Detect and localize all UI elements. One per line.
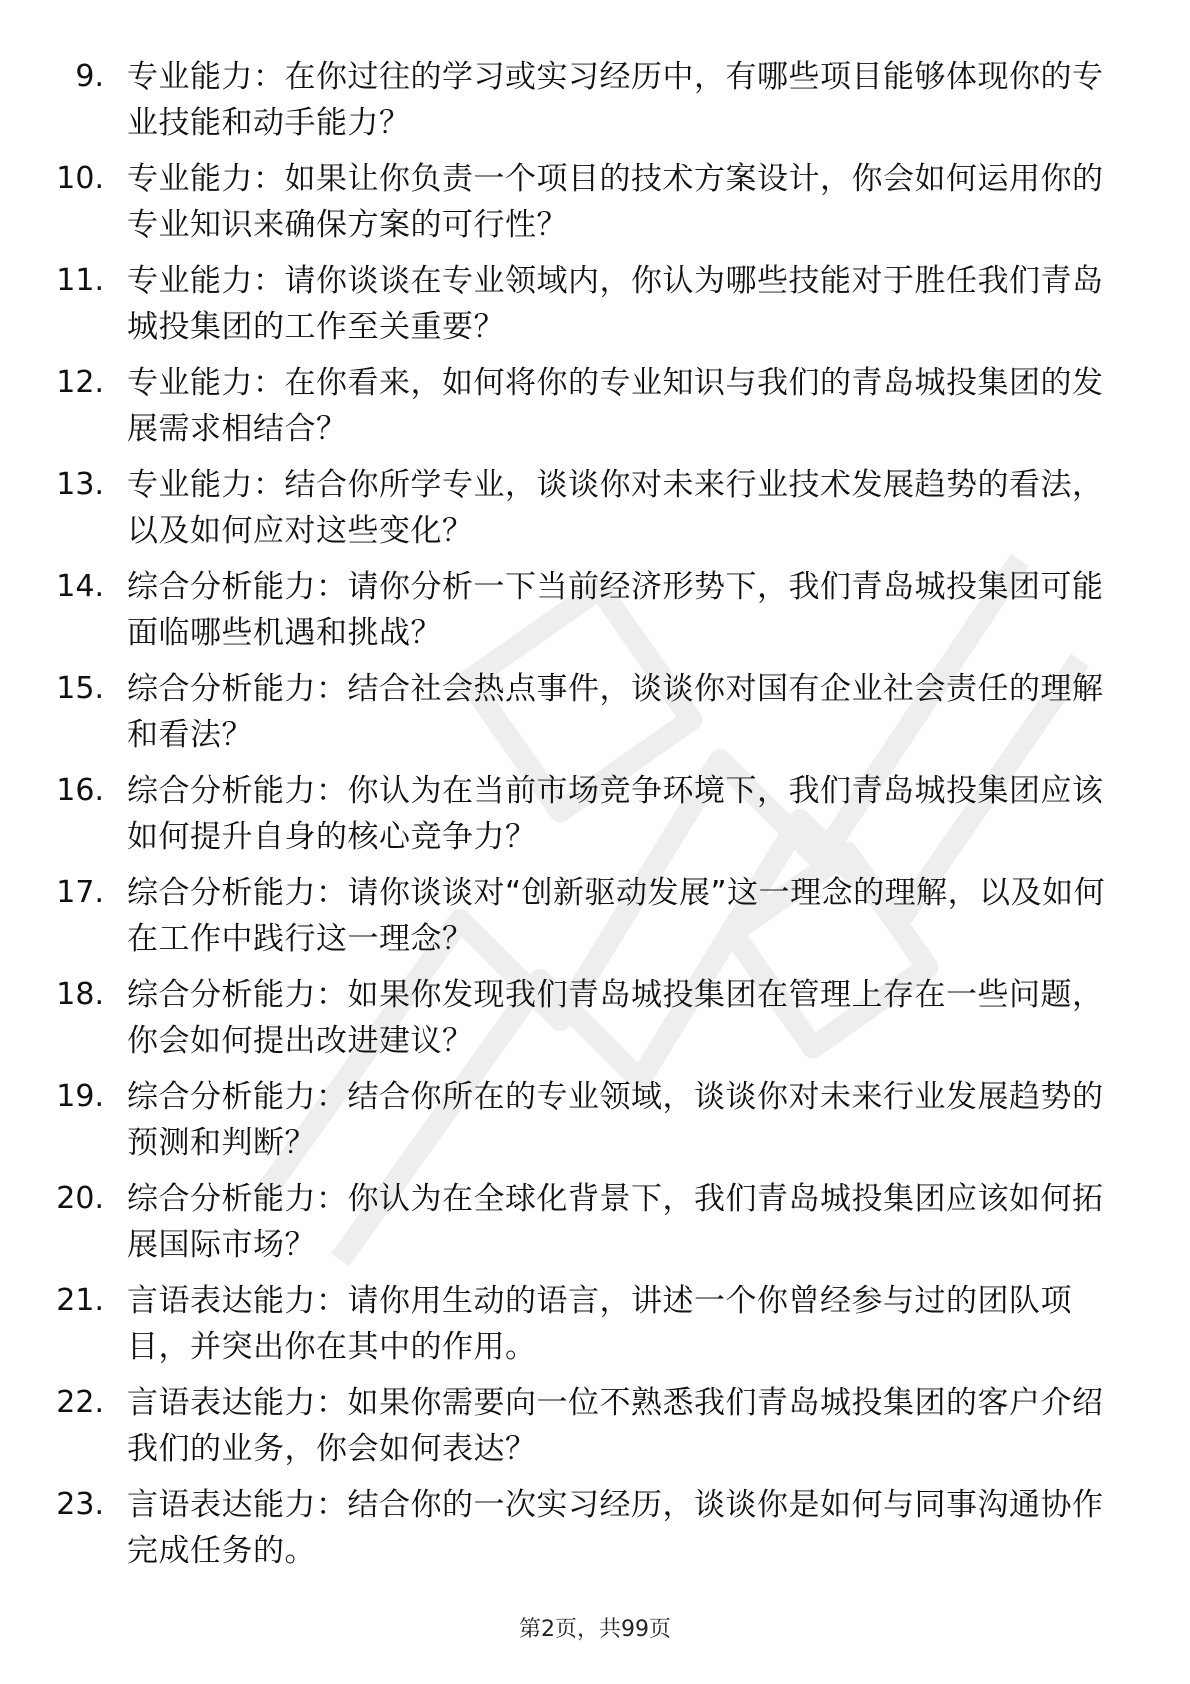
question-item xyxy=(0,1376,1190,1478)
question-item xyxy=(0,662,1190,764)
question-text: 综合分析能力：结合你所在的专业领域，谈谈你对未来行业发展趋势的预测和判断？ xyxy=(127,1079,1104,1161)
question-number: 20. xyxy=(56,1181,104,1216)
question-number: 21. xyxy=(56,1283,104,1318)
question-text: 专业能力：请你谈谈在专业领域内，你认为哪些技能对于胜任我们青岛城投集团的工作至关重要？ xyxy=(127,263,1104,345)
question-text: 言语表达能力：如果你需要向一位不熟悉我们青岛城投集团的客户介绍我们的业务，你会如何表达？ xyxy=(127,1385,1104,1467)
question-list xyxy=(0,50,1190,1580)
question-number: 22. xyxy=(56,1385,104,1420)
question-text: 综合分析能力：如果你发现我们青岛城投集团在管理上存在一些问题，你会如何提出改进建议？ xyxy=(127,977,1104,1059)
question-text: 综合分析能力：请你分析一下当前经济形势下，我们青岛城投集团可能面临哪些机遇和挑战？ xyxy=(127,569,1104,651)
question-text: 专业能力：在你过往的学习或实习经历中，有哪些项目能够体现你的专业技能和动手能力？ xyxy=(127,59,1104,141)
question-number: 23. xyxy=(56,1487,104,1522)
question-item xyxy=(0,356,1190,458)
question-number: 18. xyxy=(56,977,104,1012)
question-item xyxy=(0,1070,1190,1172)
question-text: 专业能力：结合你所学专业，谈谈你对未来行业技术发展趋势的看法，以及如何应对这些变化？ xyxy=(127,467,1104,549)
question-item xyxy=(0,866,1190,968)
question-item xyxy=(0,1274,1190,1376)
question-number: 12. xyxy=(56,365,104,400)
question-text: 综合分析能力：请你谈谈对“创新驱动发展”这一理念的理解，以及如何在工作中践行这一理念？ xyxy=(127,875,1106,957)
question-text: 综合分析能力：你认为在当前市场竞争环境下，我们青岛城投集团应该如何提升自身的核心竞争力？ xyxy=(127,773,1104,855)
page-footer: 第2页，共99页 xyxy=(519,1617,671,1642)
question-item xyxy=(0,254,1190,356)
question-number: 9. xyxy=(75,59,104,94)
question-item xyxy=(0,152,1190,254)
question-number: 13. xyxy=(56,467,104,502)
question-item xyxy=(0,1478,1190,1580)
question-text: 综合分析能力：你认为在全球化背景下，我们青岛城投集团应该如何拓展国际市场？ xyxy=(127,1181,1104,1263)
question-item xyxy=(0,50,1190,152)
question-item xyxy=(0,968,1190,1070)
question-number: 15. xyxy=(56,671,104,706)
question-text: 综合分析能力：结合社会热点事件，谈谈你对国有企业社会责任的理解和看法？ xyxy=(127,671,1104,753)
question-number: 17. xyxy=(56,875,104,910)
question-number: 10. xyxy=(56,161,104,196)
question-number: 11. xyxy=(56,263,104,298)
question-text: 言语表达能力：请你用生动的语言，讲述一个你曾经参与过的团队项目，并突出你在其中的作用。 xyxy=(127,1283,1072,1365)
question-number: 14. xyxy=(56,569,104,604)
question-item xyxy=(0,560,1190,662)
question-text: 专业能力：如果让你负责一个项目的技术方案设计，你会如何运用你的专业知识来确保方案的可行性？ xyxy=(127,161,1104,243)
question-number: 19. xyxy=(56,1079,104,1114)
question-item xyxy=(0,458,1190,560)
question-text: 言语表达能力：结合你的一次实习经历，谈谈你是如何与同事沟通协作完成任务的。 xyxy=(127,1487,1104,1569)
question-number: 16. xyxy=(56,773,104,808)
question-item xyxy=(0,764,1190,866)
question-text: 专业能力：在你看来，如何将你的专业知识与我们的青岛城投集团的发展需求相结合？ xyxy=(127,365,1104,447)
question-item xyxy=(0,1172,1190,1274)
